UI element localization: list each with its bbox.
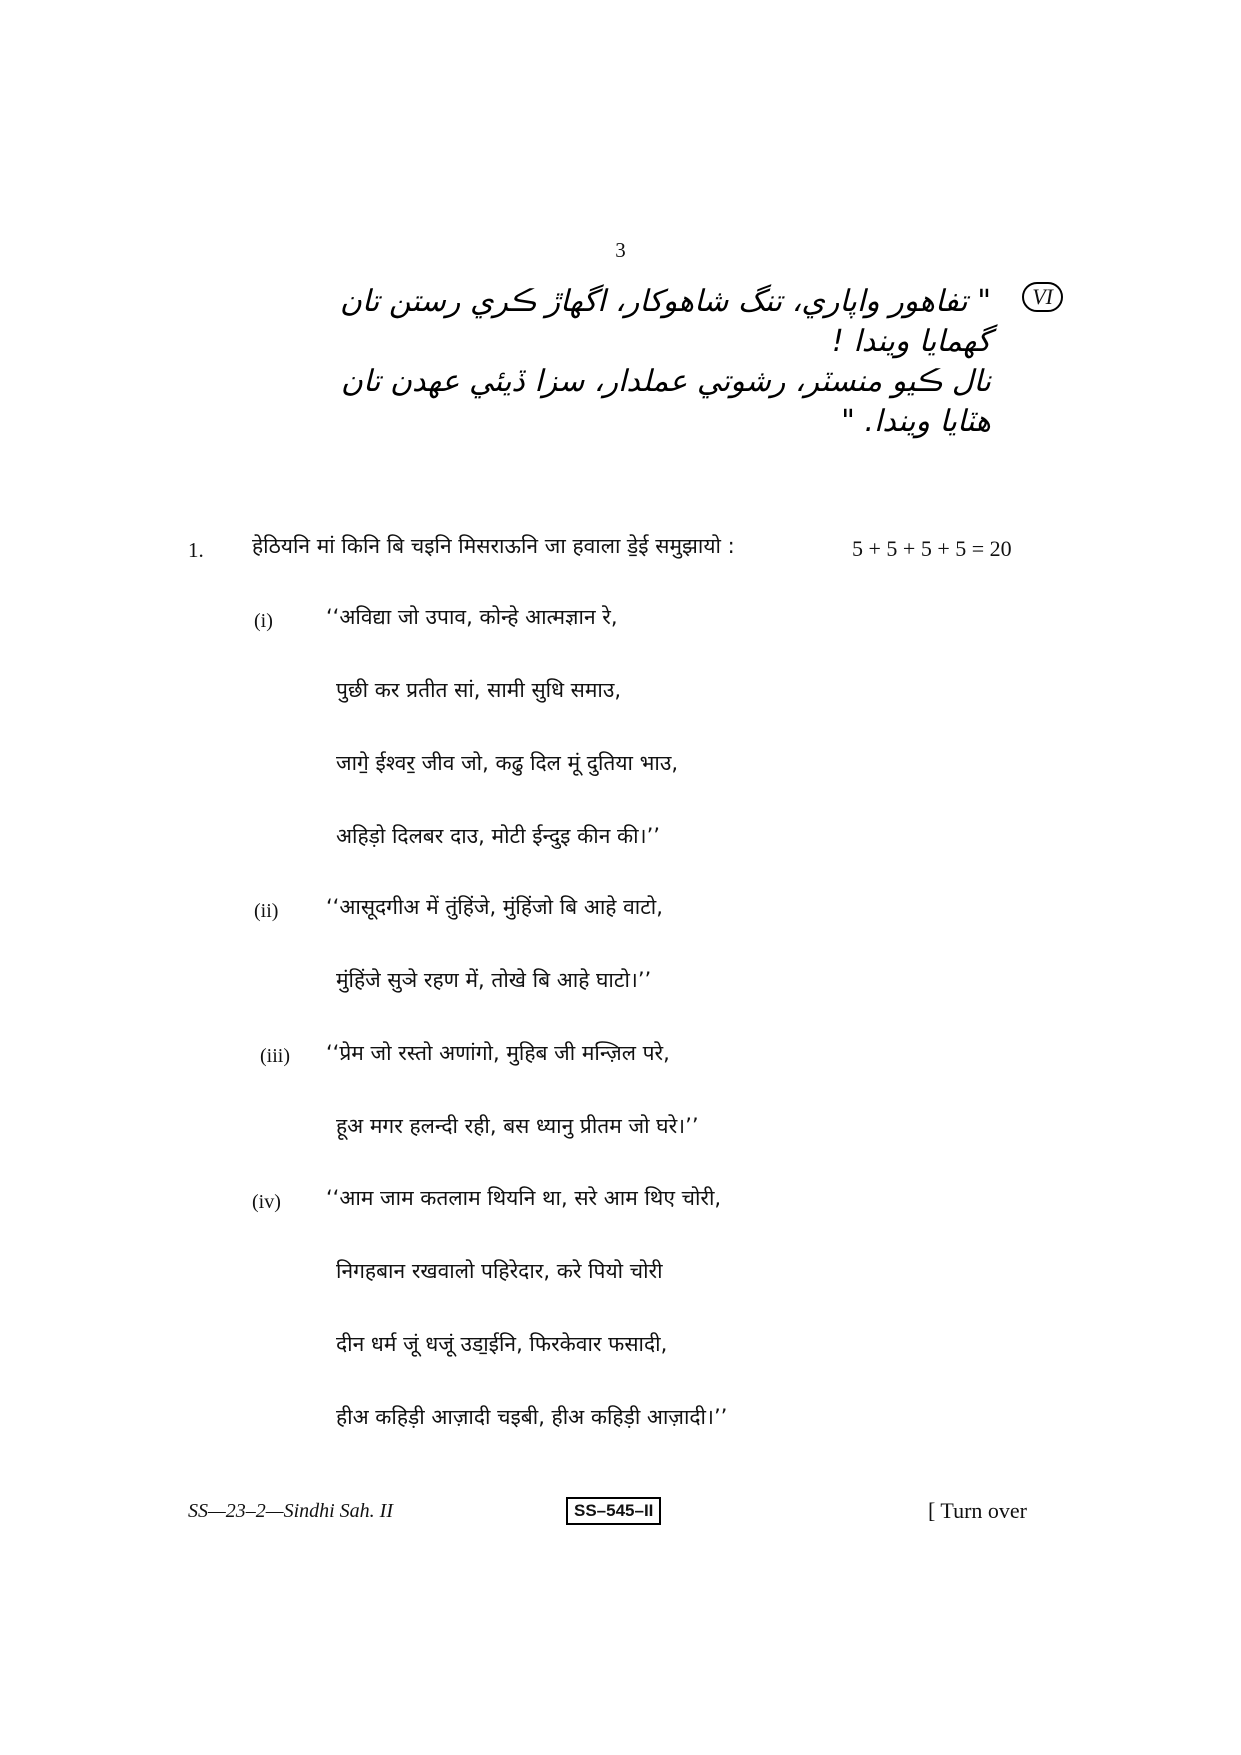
handwritten-line: گھمايا ويندا ! [831, 324, 991, 359]
handwritten-line: ھٽايا ويندا. " [841, 404, 991, 439]
handwritten-line: نال ڪيو منسٽر، رشوتي عملدار، سزا ڏيئي عھدن تان [340, 364, 991, 399]
handwritten-section-label: VI [1022, 282, 1063, 312]
footer-paper-title: SS—23–2—Sindhi Sah. II [188, 1500, 393, 1522]
verse-line: मुंहिंजे सुञे रहण में, तोखे बि आहे घाटो।’’ [336, 968, 652, 992]
verse-line: ‘‘प्रेम जो रस्तो अणांगो, मुहिब जी मन्ज़िल परे, [326, 1041, 670, 1065]
item-label: (iii) [260, 1045, 290, 1067]
footer-paper-code: SS–545–II [566, 1497, 661, 1525]
handwritten-line: " تفاھور واپاري، تنگ شاھوکار، اگھاڙ ڪري رستن تان [339, 284, 991, 319]
verse-line: निगहबान रखवालो पहिरेदार, करे पियो चोरी [336, 1259, 663, 1283]
verse-line: हूअ मगर हलन्दी रही, बस ध्यानु प्रीतम जो घरे।’’ [336, 1114, 699, 1138]
question-text: हेठियनि मां किनि बि चइनि मिसराऊनि जा हवाला डे॒ई समुझायो : [252, 534, 735, 558]
verse-line: ‘‘अविद्या जो उपाव, कोन्हे आत्मज्ञान रे, [326, 605, 618, 629]
verse-line: पुछी कर प्रतीत सां, सामी सुधि समाउ, [336, 678, 622, 702]
verse-line: जागे॒ ईश्वर॒ जीव जो, कढु दिल मूं दुतिया भाउ, [336, 751, 679, 775]
item-label: (i) [254, 610, 273, 632]
verse-line: अहिड़ो दिलबर दाउ, मोटी ईन्दुइ कीन की।’’ [336, 824, 660, 848]
question-marks: 5 + 5 + 5 + 5 = 20 [852, 536, 1012, 561]
handwritten-sindhi-text [111, 282, 991, 442]
page-number: 3 [615, 238, 626, 262]
question-number: 1. [188, 538, 204, 562]
verse-line: ‘‘आसूदगीअ में तुंहिंजे, मुंहिंजो बि आहे वाटो, [326, 895, 663, 919]
footer-turn-over: [ Turn over [928, 1498, 1028, 1523]
verse-line: ‘‘आम जाम कतलाम थियनि था, सरे आम थिए चोरी, [326, 1186, 722, 1210]
verse-line: दीन धर्म जूं धजूं उडा॒ईनि, फिरकेवार फसादी, [336, 1332, 668, 1356]
item-label: (iv) [252, 1191, 281, 1213]
item-label: (ii) [254, 900, 279, 922]
verse-line: हीअ कहिड़ी आज़ादी चइबी, हीअ कहिड़ी आज़ादी।’’ [336, 1405, 728, 1429]
